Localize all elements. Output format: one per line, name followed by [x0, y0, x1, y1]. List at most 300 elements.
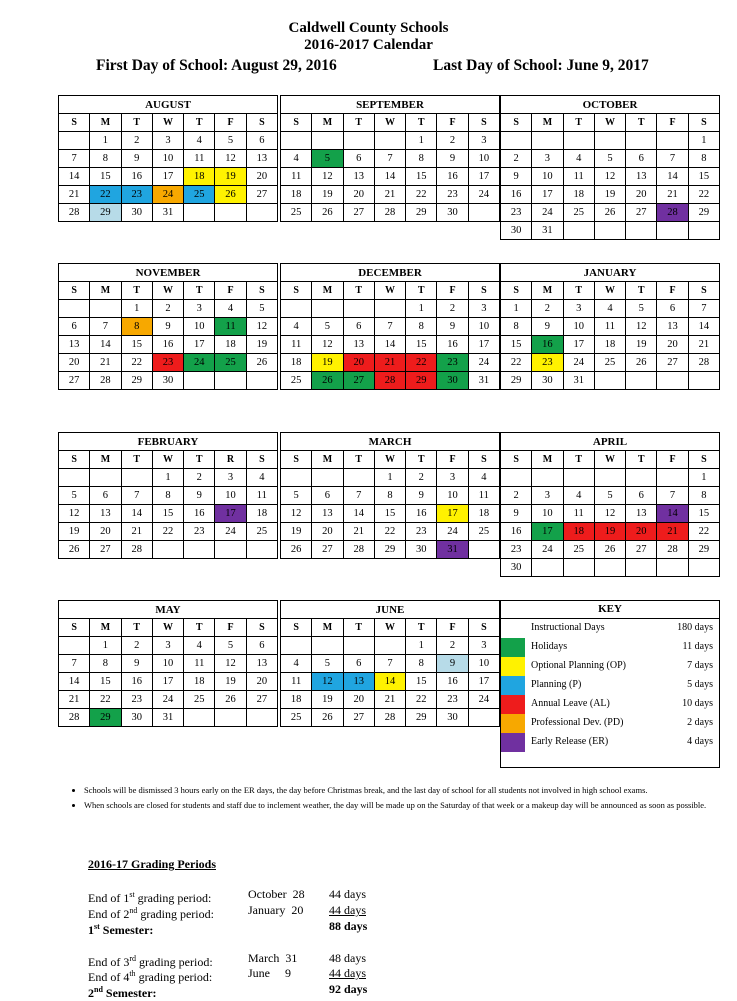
key-value: 4 days — [687, 736, 713, 747]
day-cell: 27 — [626, 204, 657, 222]
day-cell: 16 — [437, 673, 468, 691]
weekday-header: S — [501, 282, 532, 300]
day-cell: 20 — [343, 354, 374, 372]
empty-cell — [281, 300, 312, 318]
day-cell: 17 — [532, 523, 563, 541]
day-cell: 25 — [563, 541, 594, 559]
day-cell: 5 — [312, 150, 343, 168]
day-cell: 26 — [281, 541, 312, 559]
day-cell: 27 — [59, 372, 90, 390]
day-cell: 22 — [406, 354, 437, 372]
day-cell: 1 — [121, 300, 152, 318]
empty-cell — [312, 637, 343, 655]
weekday-header: T — [121, 282, 152, 300]
weekday-header: T — [343, 451, 374, 469]
day-cell: 29 — [688, 541, 719, 559]
day-cell: 6 — [343, 655, 374, 673]
empty-cell — [657, 222, 688, 240]
day-cell: 28 — [374, 204, 405, 222]
day-cell: 23 — [437, 691, 468, 709]
day-cell: 3 — [437, 469, 468, 487]
day-cell: 26 — [312, 204, 343, 222]
empty-cell — [343, 637, 374, 655]
weekday-header: T — [563, 451, 594, 469]
key-value: 2 days — [687, 717, 713, 728]
weekday-header: T — [184, 451, 215, 469]
weekday-header: F — [215, 282, 246, 300]
day-cell: 12 — [312, 673, 343, 691]
day-cell: 5 — [594, 150, 625, 168]
weekday-header: S — [501, 114, 532, 132]
day-cell: 11 — [215, 318, 246, 336]
day-cell: 11 — [281, 673, 312, 691]
day-cell: 5 — [215, 132, 246, 150]
day-cell: 11 — [184, 150, 215, 168]
day-cell: 5 — [312, 655, 343, 673]
day-cell: 27 — [626, 541, 657, 559]
weekday-header: W — [594, 451, 625, 469]
day-cell: 10 — [532, 168, 563, 186]
month-name: MARCH — [281, 433, 500, 451]
weekday-header: F — [215, 619, 246, 637]
weekday-header: S — [468, 619, 499, 637]
day-cell: 26 — [626, 354, 657, 372]
empty-cell — [184, 541, 215, 559]
day-cell: 4 — [184, 132, 215, 150]
day-cell: 14 — [90, 336, 121, 354]
weekday-header: T — [406, 619, 437, 637]
day-cell: 16 — [406, 505, 437, 523]
day-cell: 26 — [594, 541, 625, 559]
day-cell: 17 — [152, 673, 183, 691]
day-cell: 13 — [246, 655, 277, 673]
empty-cell — [626, 469, 657, 487]
day-cell: 19 — [312, 354, 343, 372]
day-cell: 25 — [468, 523, 499, 541]
empty-cell — [281, 637, 312, 655]
empty-cell — [374, 132, 405, 150]
day-cell: 6 — [312, 487, 343, 505]
day-cell: 4 — [281, 150, 312, 168]
weekday-header: W — [152, 282, 183, 300]
weekday-header: S — [281, 619, 312, 637]
day-cell: 18 — [468, 505, 499, 523]
empty-cell — [626, 132, 657, 150]
day-cell: 1 — [406, 132, 437, 150]
day-cell: 21 — [121, 523, 152, 541]
day-cell: 24 — [184, 354, 215, 372]
month-april — [500, 432, 720, 577]
day-cell: 27 — [343, 372, 374, 390]
key-value: 11 days — [682, 641, 713, 652]
empty-cell — [246, 541, 277, 559]
empty-cell — [657, 132, 688, 150]
weekday-header: T — [121, 451, 152, 469]
day-cell: 8 — [121, 318, 152, 336]
day-cell: 26 — [246, 354, 277, 372]
day-cell: 7 — [90, 318, 121, 336]
day-cell: 10 — [468, 318, 499, 336]
day-cell: 28 — [343, 541, 374, 559]
empty-cell — [563, 132, 594, 150]
day-cell: 23 — [501, 204, 532, 222]
day-cell: 1 — [688, 132, 719, 150]
weekday-header: M — [312, 619, 343, 637]
note-item: • When schools are closed for students and staff due to inclement weather, the day will be made up on the Saturday of that week or a makeup day will be announced as soon as possible. — [84, 799, 724, 811]
day-cell: 28 — [657, 204, 688, 222]
day-cell: 13 — [626, 505, 657, 523]
day-cell: 9 — [121, 655, 152, 673]
weekday-header: S — [246, 619, 277, 637]
day-cell: 15 — [90, 673, 121, 691]
day-cell: 30 — [152, 372, 183, 390]
weekday-header: T — [563, 114, 594, 132]
day-cell: 1 — [374, 469, 405, 487]
day-cell: 30 — [406, 541, 437, 559]
grading-row-3: End of 3rd grading period: — [88, 954, 213, 969]
weekday-header: S — [246, 451, 277, 469]
grading-days-3: 48 days — [329, 951, 366, 965]
day-cell: 1 — [152, 469, 183, 487]
month-name: DECEMBER — [281, 264, 500, 282]
day-cell: 8 — [688, 487, 719, 505]
day-cell: 4 — [281, 655, 312, 673]
month-february — [58, 432, 278, 559]
day-cell: 8 — [90, 150, 121, 168]
first-day-label: First Day of School: August 29, 2016 — [96, 57, 337, 74]
empty-cell — [688, 559, 719, 577]
day-cell: 17 — [468, 168, 499, 186]
day-cell: 20 — [626, 523, 657, 541]
month-name: OCTOBER — [501, 96, 720, 114]
day-cell: 2 — [437, 637, 468, 655]
day-cell: 25 — [281, 204, 312, 222]
day-cell: 8 — [152, 487, 183, 505]
day-cell: 22 — [688, 523, 719, 541]
weekday-header: T — [343, 114, 374, 132]
day-cell: 25 — [594, 354, 625, 372]
day-cell: 29 — [406, 372, 437, 390]
day-cell: 11 — [594, 318, 625, 336]
day-cell: 27 — [246, 691, 277, 709]
day-cell: 7 — [374, 655, 405, 673]
weekday-header: S — [688, 114, 719, 132]
weekday-header: W — [152, 114, 183, 132]
day-cell: 19 — [626, 336, 657, 354]
day-cell: 29 — [121, 372, 152, 390]
empty-cell — [688, 222, 719, 240]
day-cell: 13 — [343, 168, 374, 186]
day-cell: 26 — [215, 186, 246, 204]
empty-cell — [563, 559, 594, 577]
day-cell: 26 — [59, 541, 90, 559]
empty-cell — [532, 132, 563, 150]
weekday-header: F — [437, 282, 468, 300]
day-cell: 3 — [152, 132, 183, 150]
day-cell: 21 — [374, 186, 405, 204]
day-cell: 11 — [563, 505, 594, 523]
day-cell: 18 — [184, 168, 215, 186]
weekday-header: M — [532, 114, 563, 132]
day-cell: 6 — [343, 318, 374, 336]
day-cell: 18 — [594, 336, 625, 354]
day-cell: 31 — [152, 204, 183, 222]
weekday-header: S — [246, 282, 277, 300]
day-cell: 14 — [121, 505, 152, 523]
semester-1-days: 88 days — [329, 919, 368, 933]
empty-cell — [563, 469, 594, 487]
day-cell: 14 — [657, 505, 688, 523]
day-cell: 21 — [90, 354, 121, 372]
day-cell: 1 — [501, 300, 532, 318]
day-cell: 3 — [184, 300, 215, 318]
day-cell: 12 — [246, 318, 277, 336]
day-cell: 10 — [184, 318, 215, 336]
weekday-header: M — [90, 451, 121, 469]
weekday-header: W — [374, 114, 405, 132]
day-cell: 18 — [281, 186, 312, 204]
day-cell: 24 — [215, 523, 246, 541]
day-cell: 24 — [468, 186, 499, 204]
key-item — [501, 676, 719, 695]
day-cell: 3 — [532, 150, 563, 168]
empty-cell — [343, 469, 374, 487]
day-cell: 22 — [90, 691, 121, 709]
day-cell: 2 — [121, 132, 152, 150]
day-cell: 19 — [594, 523, 625, 541]
empty-cell — [215, 541, 246, 559]
day-cell: 30 — [532, 372, 563, 390]
empty-cell — [312, 132, 343, 150]
day-cell: 15 — [152, 505, 183, 523]
day-cell: 27 — [246, 186, 277, 204]
day-cell: 13 — [246, 150, 277, 168]
day-cell: 8 — [406, 655, 437, 673]
day-cell: 21 — [374, 691, 405, 709]
weekday-header: W — [594, 282, 625, 300]
weekday-header: M — [90, 619, 121, 637]
grading-days-2: 44 days — [329, 903, 366, 917]
key-item — [501, 619, 719, 638]
day-cell: 23 — [406, 523, 437, 541]
day-cell: 8 — [406, 318, 437, 336]
day-cell: 23 — [152, 354, 183, 372]
day-cell: 14 — [59, 168, 90, 186]
day-cell: 1 — [406, 300, 437, 318]
grading-days-4: 44 days — [329, 966, 366, 980]
day-cell: 13 — [343, 336, 374, 354]
day-cell: 25 — [246, 523, 277, 541]
day-cell: 23 — [121, 691, 152, 709]
month-january — [500, 263, 720, 390]
key-box — [500, 600, 720, 768]
day-cell: 17 — [468, 673, 499, 691]
weekday-header: S — [59, 282, 90, 300]
month-june — [280, 600, 500, 727]
day-cell: 13 — [90, 505, 121, 523]
day-cell: 22 — [90, 186, 121, 204]
day-cell: 11 — [563, 168, 594, 186]
empty-cell — [468, 541, 499, 559]
day-cell: 15 — [90, 168, 121, 186]
weekday-header: T — [626, 451, 657, 469]
weekday-header: M — [532, 451, 563, 469]
key-label: Early Release (ER) — [531, 736, 609, 747]
empty-cell — [626, 222, 657, 240]
empty-cell — [594, 222, 625, 240]
weekday-header: T — [343, 282, 374, 300]
day-cell: 14 — [374, 336, 405, 354]
day-cell: 6 — [59, 318, 90, 336]
grading-date-3: March 31 — [248, 951, 298, 965]
day-cell: 15 — [501, 336, 532, 354]
day-cell: 30 — [501, 559, 532, 577]
day-cell: 4 — [246, 469, 277, 487]
day-cell: 14 — [59, 673, 90, 691]
weekday-header: T — [184, 114, 215, 132]
day-cell: 25 — [184, 691, 215, 709]
day-cell: 20 — [657, 336, 688, 354]
grading-date-1: October 28 — [248, 887, 305, 901]
day-cell: 7 — [59, 150, 90, 168]
empty-cell — [59, 132, 90, 150]
day-cell: 7 — [374, 150, 405, 168]
day-cell: 26 — [215, 691, 246, 709]
day-cell: 13 — [657, 318, 688, 336]
weekday-header: R — [215, 451, 246, 469]
day-cell: 5 — [215, 637, 246, 655]
weekday-header: T — [406, 114, 437, 132]
day-cell: 16 — [532, 336, 563, 354]
key-label: Holidays — [531, 641, 568, 652]
day-cell: 19 — [215, 673, 246, 691]
day-cell: 4 — [563, 150, 594, 168]
day-cell: 23 — [121, 186, 152, 204]
day-cell: 18 — [184, 673, 215, 691]
empty-cell — [563, 222, 594, 240]
day-cell: 5 — [594, 487, 625, 505]
key-item — [501, 638, 719, 657]
month-december — [280, 263, 500, 390]
empty-cell — [594, 469, 625, 487]
weekday-header: S — [468, 114, 499, 132]
weekday-header: W — [594, 114, 625, 132]
day-cell: 31 — [468, 372, 499, 390]
day-cell: 29 — [501, 372, 532, 390]
weekday-header: M — [90, 114, 121, 132]
grading-title: 2016-17 Grading Periods — [88, 857, 216, 871]
weekday-header: F — [437, 114, 468, 132]
day-cell: 28 — [121, 541, 152, 559]
day-cell: 4 — [563, 487, 594, 505]
day-cell: 16 — [501, 186, 532, 204]
day-cell: 6 — [90, 487, 121, 505]
weekday-header: F — [657, 114, 688, 132]
day-cell: 6 — [657, 300, 688, 318]
day-cell: 7 — [343, 487, 374, 505]
day-cell: 7 — [657, 150, 688, 168]
day-cell: 25 — [215, 354, 246, 372]
semester-1-label: 1st Semester: — [88, 922, 154, 937]
day-cell: 4 — [594, 300, 625, 318]
day-cell: 16 — [184, 505, 215, 523]
day-cell: 17 — [184, 336, 215, 354]
empty-cell — [594, 132, 625, 150]
key-label: Instructional Days — [531, 622, 605, 633]
day-cell: 16 — [501, 523, 532, 541]
day-cell: 27 — [657, 354, 688, 372]
empty-cell — [343, 300, 374, 318]
day-cell: 14 — [374, 168, 405, 186]
day-cell: 24 — [532, 541, 563, 559]
day-cell: 1 — [406, 637, 437, 655]
day-cell: 5 — [59, 487, 90, 505]
weekday-header: W — [152, 451, 183, 469]
color-swatch — [501, 676, 525, 695]
day-cell: 21 — [343, 523, 374, 541]
day-cell: 21 — [59, 691, 90, 709]
day-cell: 28 — [374, 709, 405, 727]
empty-cell — [468, 709, 499, 727]
day-cell: 29 — [90, 709, 121, 727]
empty-cell — [246, 372, 277, 390]
day-cell: 6 — [626, 150, 657, 168]
day-cell: 21 — [657, 523, 688, 541]
day-cell: 16 — [152, 336, 183, 354]
day-cell: 20 — [59, 354, 90, 372]
weekday-header: M — [312, 282, 343, 300]
day-cell: 23 — [184, 523, 215, 541]
day-cell: 28 — [90, 372, 121, 390]
empty-cell — [532, 559, 563, 577]
day-cell: 15 — [374, 505, 405, 523]
empty-cell — [312, 300, 343, 318]
day-cell: 11 — [184, 655, 215, 673]
day-cell: 6 — [246, 132, 277, 150]
month-name: AUGUST — [59, 96, 278, 114]
empty-cell — [343, 132, 374, 150]
day-cell: 8 — [374, 487, 405, 505]
day-cell: 22 — [406, 691, 437, 709]
empty-cell — [59, 300, 90, 318]
day-cell: 16 — [121, 673, 152, 691]
day-cell: 8 — [688, 150, 719, 168]
weekday-header: F — [437, 619, 468, 637]
empty-cell — [501, 132, 532, 150]
day-cell: 29 — [374, 541, 405, 559]
key-item — [501, 657, 719, 676]
weekday-header: M — [532, 282, 563, 300]
month-october — [500, 95, 720, 240]
day-cell: 22 — [406, 186, 437, 204]
month-name: SEPTEMBER — [281, 96, 500, 114]
empty-cell — [184, 372, 215, 390]
day-cell: 13 — [626, 168, 657, 186]
day-cell: 8 — [90, 655, 121, 673]
day-cell: 24 — [152, 691, 183, 709]
day-cell: 16 — [121, 168, 152, 186]
day-cell: 20 — [246, 168, 277, 186]
day-cell: 3 — [468, 300, 499, 318]
day-cell: 28 — [374, 372, 405, 390]
day-cell: 28 — [59, 204, 90, 222]
day-cell: 1 — [688, 469, 719, 487]
day-cell: 6 — [343, 150, 374, 168]
weekday-header: S — [281, 114, 312, 132]
day-cell: 26 — [312, 709, 343, 727]
day-cell: 23 — [437, 186, 468, 204]
weekday-header: W — [374, 282, 405, 300]
